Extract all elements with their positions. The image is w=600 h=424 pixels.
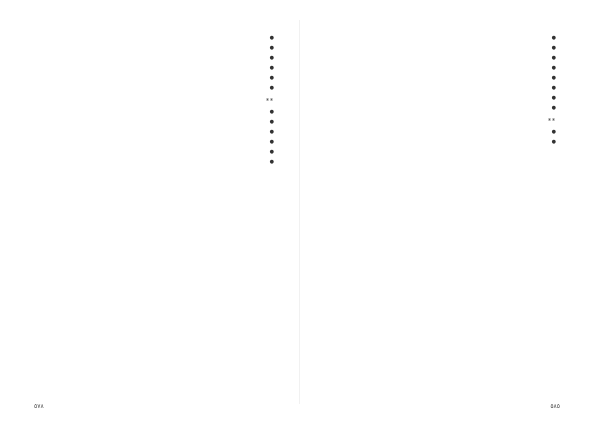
paragraph xyxy=(36,34,274,43)
paragraph xyxy=(36,64,274,73)
bullet-marker: ● xyxy=(551,105,556,111)
bullet-marker: ● xyxy=(269,35,274,41)
paragraph xyxy=(36,74,274,83)
paragraph xyxy=(36,128,274,137)
bullet-marker: ● xyxy=(551,95,556,101)
bullet-marker: ● xyxy=(269,129,274,135)
paragraph xyxy=(326,128,556,137)
paragraph xyxy=(326,44,556,53)
bullet-marker: ● xyxy=(551,129,556,135)
paragraph xyxy=(36,84,274,93)
bullet-marker: ● xyxy=(551,45,556,51)
paragraph xyxy=(36,44,274,53)
bullet-marker: ● xyxy=(269,149,274,155)
paragraph xyxy=(326,54,556,63)
bullet-marker: ● xyxy=(269,45,274,51)
paragraph xyxy=(36,108,274,117)
paragraph xyxy=(326,94,556,103)
bullet-marker: ● xyxy=(551,85,556,91)
right-page xyxy=(300,0,600,424)
bullet-marker: ● xyxy=(269,109,274,115)
bullet-marker: ● xyxy=(269,119,274,125)
bullet-marker: ● xyxy=(551,55,556,61)
bullet-marker: ● xyxy=(269,85,274,91)
paragraph xyxy=(326,84,556,93)
bullet-marker: ● xyxy=(551,139,556,145)
page-number: ٥٧٨ xyxy=(34,403,44,410)
paragraph xyxy=(326,138,556,147)
section-separator: ** xyxy=(548,118,556,125)
right-page-text xyxy=(326,34,556,147)
bullet-marker: ● xyxy=(551,65,556,71)
bullet-marker: ● xyxy=(551,75,556,81)
bullet-marker: ● xyxy=(269,55,274,61)
bullet-marker: ● xyxy=(269,159,274,165)
paragraph xyxy=(36,118,274,127)
paragraph xyxy=(326,64,556,73)
section-separator: ** xyxy=(266,98,274,105)
left-page-text xyxy=(36,34,274,167)
paragraph xyxy=(326,34,556,43)
paragraph xyxy=(326,104,556,113)
bullet-marker: ● xyxy=(269,75,274,81)
paragraph xyxy=(36,148,274,157)
paragraph xyxy=(36,138,274,147)
bullet-marker: ● xyxy=(269,65,274,71)
paragraph xyxy=(36,158,274,167)
paragraph xyxy=(326,74,556,83)
paragraph xyxy=(36,54,274,63)
bullet-marker: ● xyxy=(551,35,556,41)
page-number: ٥٨٥ xyxy=(550,403,560,410)
bullet-marker: ● xyxy=(269,139,274,145)
